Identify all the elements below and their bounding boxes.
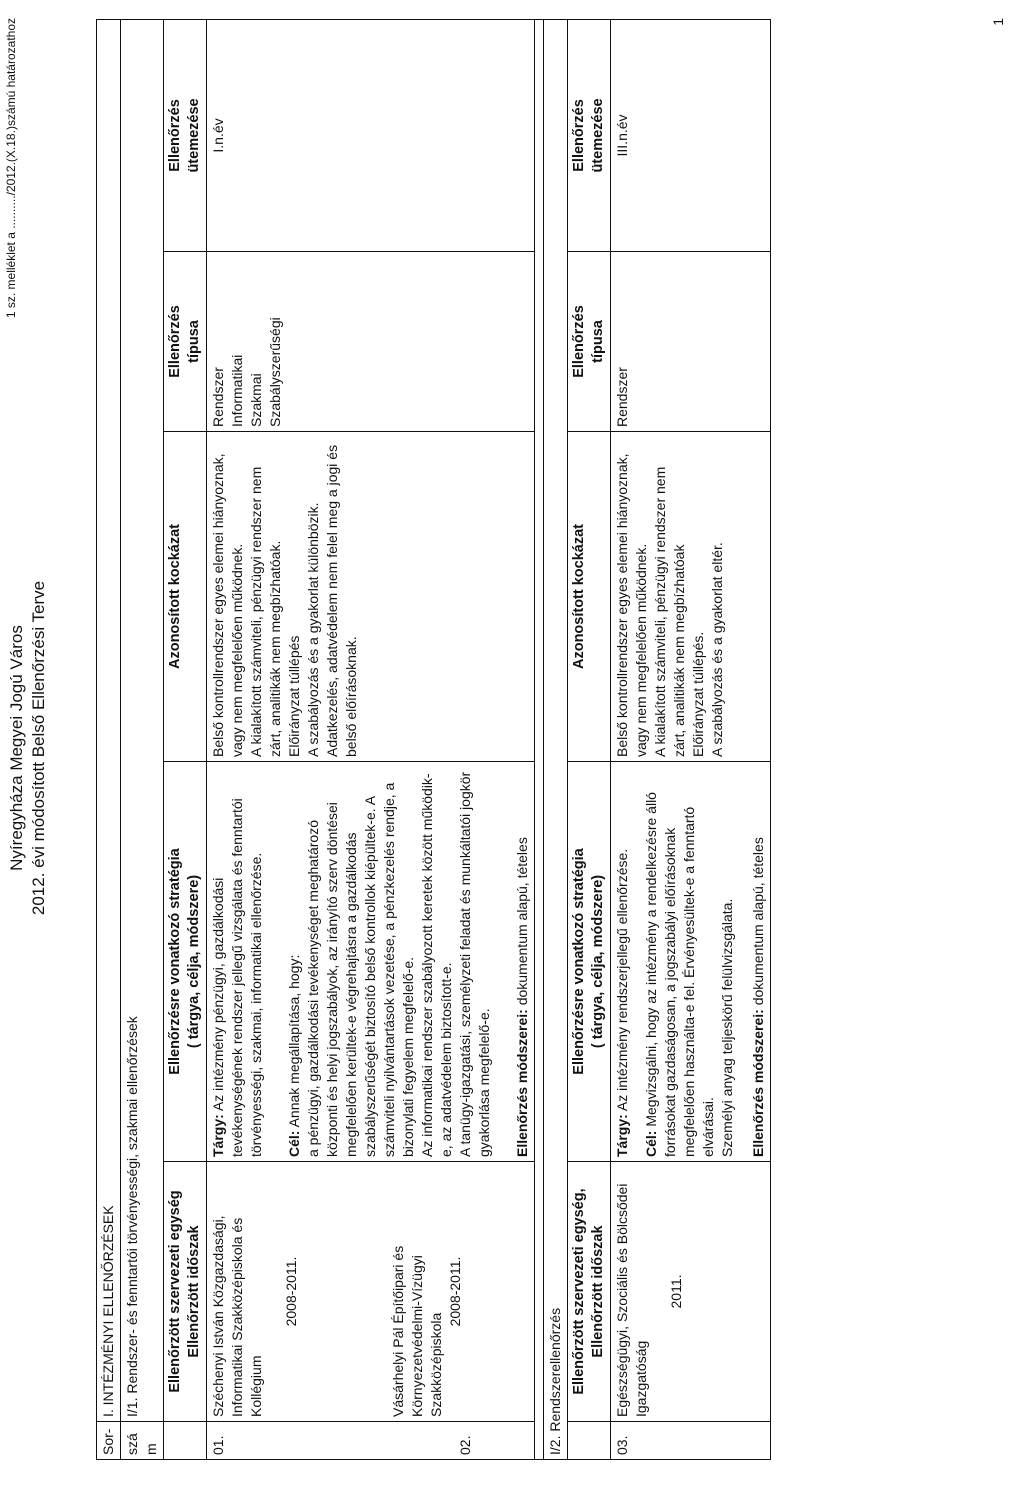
column-header-schedule: Ellenőrzés ütemezése (164, 19, 207, 251)
unit-name: Egészségügyi, Szociális és Bölcsődei Igazgatóság (614, 1183, 649, 1417)
subsection-row (544, 19, 568, 1459)
table-row (207, 19, 535, 1459)
schedule-cell: III.n.év (611, 19, 771, 251)
unit-name: Vásárhelyi Pál Építőipari és Környezetvédelmi-Vízügyi Szakközépiskola (390, 1245, 444, 1417)
audited-period: 2011. (668, 1274, 684, 1309)
subsection-row (121, 19, 164, 1459)
document-title-plan: 2012. évi módosított Belső Ellenőrzési Terve (29, 580, 48, 916)
row-numbers: 01. 02. (207, 1422, 535, 1460)
column-header-schedule: Ellenőrzés ütemezése (568, 19, 611, 251)
column-header-strategy: Ellenőrzésre vonatkozó stratégia ( tárgya, célja, módszere) (568, 762, 611, 1162)
szam-label: szám (121, 1422, 164, 1460)
unit-name: Széchenyi István Közgazdasági, Informatikai Szakközépiskola és Kollégium (210, 1215, 264, 1417)
audited-period: 2008-2011. (283, 1256, 299, 1327)
subsection-title: I/1. Rendszer- és fenntartói törvényességi, szakmai ellenőrzések (121, 19, 164, 1421)
type-cell: Rendszer Informatikai Szakmai Szabályszerűségi (207, 252, 535, 432)
column-header-unit: Ellenőrzött szervezeti egység Ellenőrzött időszak (164, 1162, 207, 1422)
risk-cell: Belső kontrollrendszer egyes elemei hiányoznak, vagy nem megfelelően működnek. A kialakított számviteli, pénzügyi rendszer nem zárt, analitikák nem megbízhatóak Előirányzat túllépés. A szabályozás és a gyakorlat eltér. (611, 432, 771, 762)
column-header-risk: Azonosított kockázat (164, 432, 207, 762)
sor-label: Sor- (97, 1422, 121, 1460)
annex-note: 1 sz. melléklet a ........../2012.(X.18.)számú határozathoz (4, 18, 18, 319)
column-header-type: Ellenőrzés típusa (164, 252, 207, 432)
column-header-row (164, 19, 207, 1459)
document-title-city: Nyíregyháza Megyei Jogú Város (7, 625, 26, 871)
blank-row (535, 19, 544, 1459)
table-row (611, 19, 771, 1459)
audited-unit (611, 1162, 771, 1422)
row-number: 03. (611, 1422, 771, 1460)
schedule-cell: I.n.év (207, 19, 535, 251)
column-header-risk: Azonosított kockázat (568, 432, 611, 762)
column-header-strategy: Ellenőrzésre vonatkozó stratégia ( tárgya, célja, módszere) (164, 762, 207, 1162)
risk-cell: Belső kontrollrendszer egyes elemei hiányoznak, vagy nem megfelelően működnek. A kialakított számviteli, pénzügyi rendszer nem zárt, analitikák nem megbízhatóak. Előirányzat túllépés A szabályozás és a gyakorlat különbözik. Adatkezelés, adatvédelem nem felel meg a jogi és belső előírásoknak. (207, 432, 535, 762)
audited-units (207, 1162, 535, 1422)
column-header-type: Ellenőrzés típusa (568, 252, 611, 432)
audit-plan-table (96, 19, 771, 1460)
type-cell: Rendszer (611, 252, 771, 432)
strategy-cell: Tárgy: Az intézmény rendszerjellegű ellenőrzése. Cél: Megvizsgálni, hogy az intézmény a rendelkezésre álló forrásokat gazdaságosan, a jogszabályi előírásoknak megfelelően használta-e fel. Érvényesültek-e a fenntartó elvárásai. Személyi anyag teljeskörű felülvizsgálata. Ellenőrzés módszerei: dokumentum alapú, tételes (611, 762, 771, 1162)
subsection-title: I/2. Rendszerellenőrzés (544, 19, 568, 1459)
section-title: I. INTÉZMÉNYI ELLENŐRZÉSEK (97, 19, 121, 1421)
column-header-row (568, 19, 611, 1459)
page-number: 1 (990, 18, 1006, 26)
section-row (97, 19, 121, 1459)
strategy-cell: Tárgy: Az intézmény pénzügyi, gazdálkodási tevékenységének rendszer jellegű vizsgálata és fenntartói törvényességi, szakmai, informatikai ellenőrzése. Cél: Annak megállapítása, hogy: a pénzügyi, gazdálkodási tevékenységet meghatározó központi és helyi jogszabályok, az irányító szerv döntései megfelelően kerültek-e végrehajtásra a gazdálkodás szabályszerűségét biztosító belső kontrollok kiépültek-e. A számviteli nyilvántartások vezetése, a pénzkezelés rendje, a bizonylati fegyelem megfelelő-e. Az informatikai rendszer szabályozott keretek között működik-e, az adatvédelem biztosított-e. A tanügy-igazgatási, személyzeti feladat és munkáltatói jogkör gyakorlása megfelelő-e. Ellenőrzés módszerei: dokumentum alapú, tételes (207, 762, 535, 1162)
audited-period: 2008-2011. (447, 1256, 463, 1327)
column-header-unit: Ellenőrzött szervezeti egység, Ellenőrzött időszak (568, 1162, 611, 1422)
